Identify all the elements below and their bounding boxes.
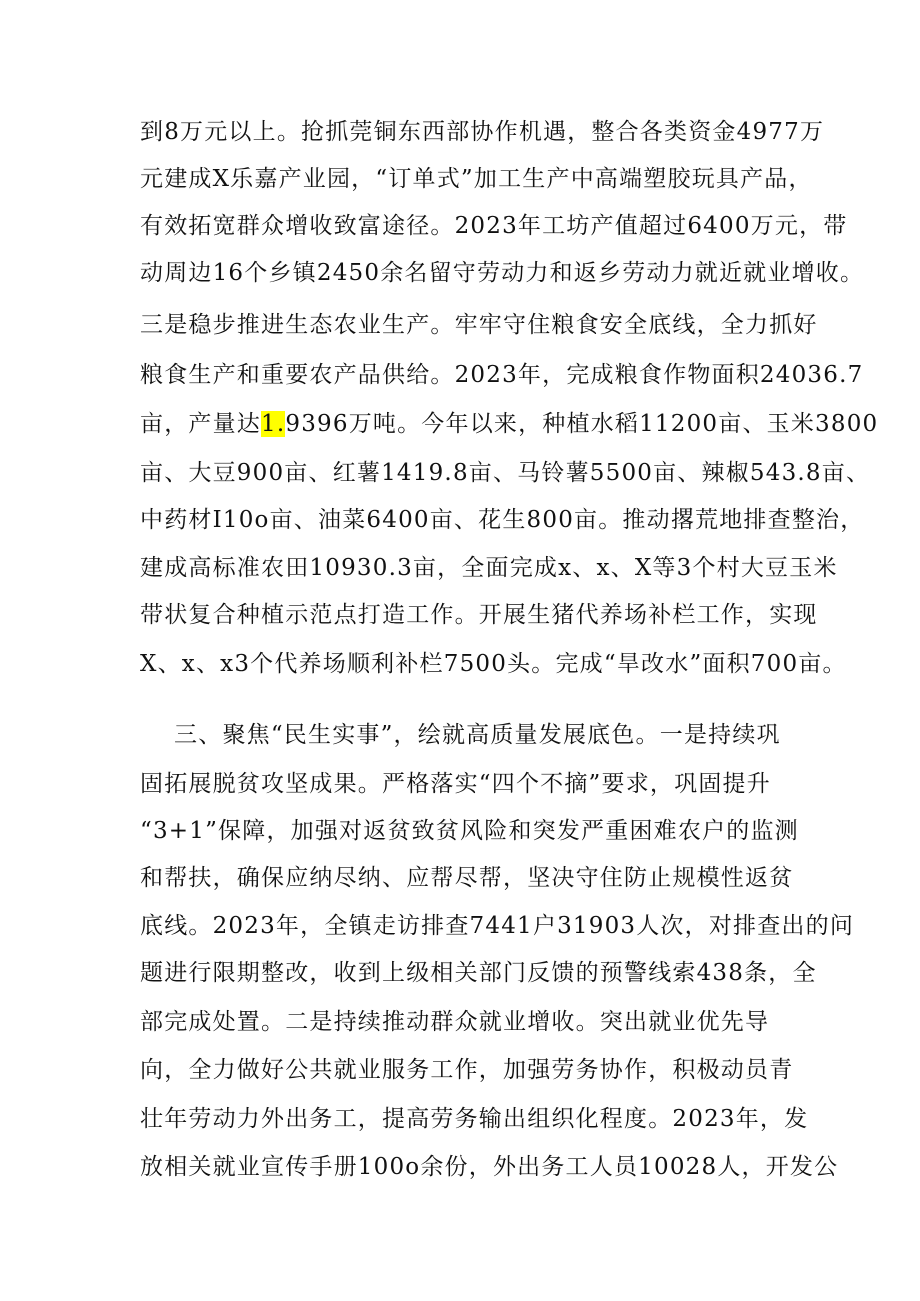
text-line: 放相关就业宣传手册100o余份，外出务工人员10028人，开发公: [140, 1154, 839, 1180]
text-line: 亩、大豆900亩、红薯1419.8亩、马铃薯5500亩、辣椒543.8亩、: [140, 460, 871, 486]
text-line: 动周边16个乡镇2450余名留守劳动力和返乡劳动力就近就业增收。: [140, 260, 865, 286]
text-line: 壮年劳动力外出务工，提高劳务输出组织化程度。2023年，发: [140, 1106, 809, 1132]
text-line: 元建成X乐嘉产业园，“订单式”加工生产中高端塑胶玩具产品，: [140, 166, 813, 192]
text-line: 有效拓宽群众增收致富途径。2023年工坊产值超过6400万元，带: [140, 213, 848, 239]
text-line: 中药材I10o亩、油菜6400亩、花生800亩。推动撂荒地排查整治，: [140, 507, 865, 533]
text-segment: 9396万吨。今年以来，种植水稻11200亩、玉米3800: [285, 411, 879, 437]
text-line: “3+1”保障，加强对返贫致贫风险和突发严重困难农户的监测: [140, 818, 799, 844]
text-line: 三、聚焦“民生实事”，绘就高质量发展底色。一是持续巩: [140, 722, 781, 748]
highlighted-text: 1.: [261, 411, 286, 437]
text-line: 带状复合种植示范点打造工作。开展生猪代养场补栏工作，实现: [140, 602, 818, 628]
text-line: 建成高标准农田10930.3亩，全面完成x、x、X等3个村大豆玉米: [140, 555, 838, 581]
text-line: 题进行限期整改，收到上级相关部门反馈的预警线索438条，全: [140, 960, 817, 986]
text-line-highlighted: [140, 409, 878, 439]
text-line: X、x、x3个代养场顺利补栏7500头。完成“旱改水”面积700亩。: [140, 651, 847, 677]
text-line: 到8万元以上。抢抓莞铜东西部协作机遇，整合各类资金4977万: [140, 119, 825, 145]
text-line: 三是稳步推进生态农业生产。牢牢守住粮食安全底线，全力抓好: [140, 312, 818, 338]
text-line: 底线。2023年，全镇走访排查7441户31903人次，对排查出的问: [140, 913, 855, 939]
text-line: 粮食生产和重要农产品供给。2023年，完成粮食作物面积24036.7: [140, 362, 864, 388]
text-segment: 亩，产量达: [140, 411, 261, 437]
text-line: 向，全力做好公共就业服务工作，加强劳务协作，积极动员青: [140, 1057, 794, 1083]
text-line: 固拓展脱贫攻坚成果。严格落实“四个不摘”要求，巩固提升: [140, 771, 771, 797]
text-line: 和帮扶，确保应纳尽纳、应帮尽帮，坚决守住防止规模性返贫: [140, 865, 794, 891]
text-line: 部完成处置。二是持续推动群众就业增收。突出就业优先导: [140, 1009, 770, 1035]
